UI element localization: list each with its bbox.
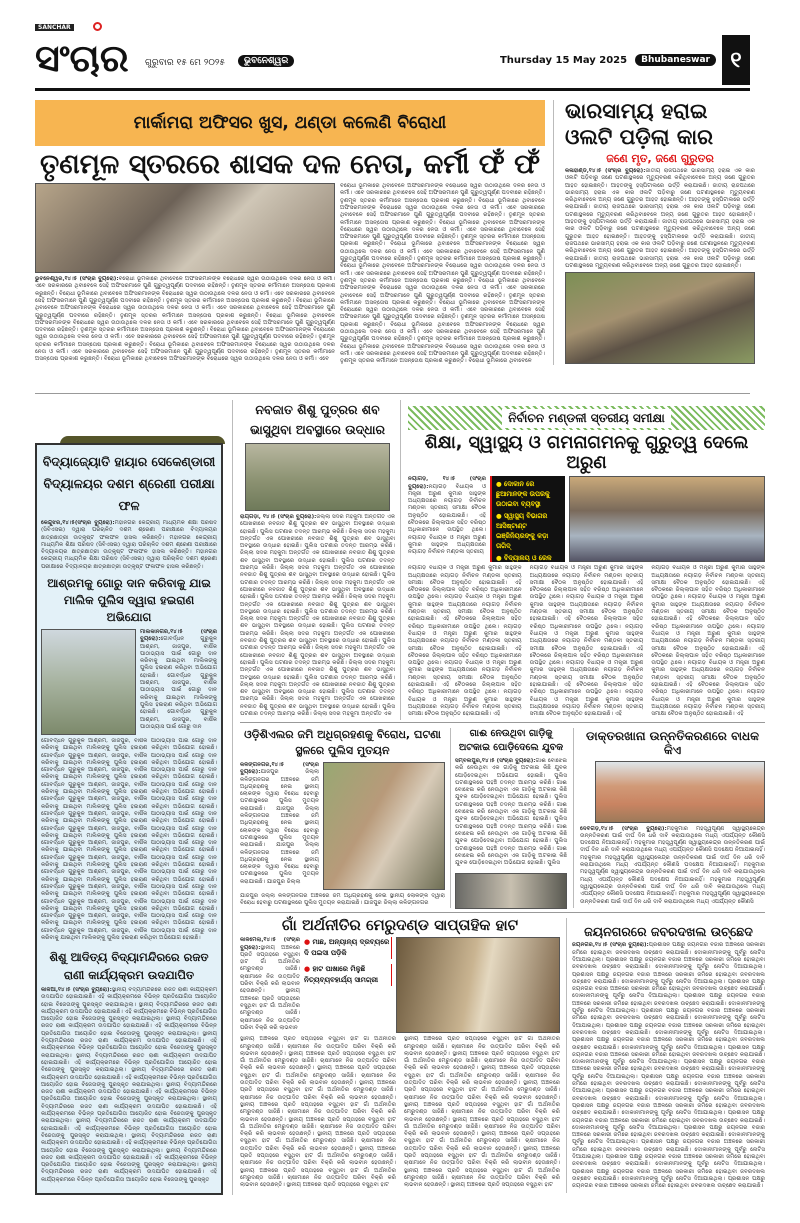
lead-photo <box>35 183 335 273</box>
land-body: ଯାଜପୁର ଜିଲ୍ଲା କଳିଙ୍ଗନଗର ଅଞ୍ଚଳରେ ଜମି ଅଧିଗ୍ରହଣକୁ ନେଇ ସ୍ଥାନୀୟ ଲୋକଙ୍କ ଦ୍ୱାରା ବିରୋଧ ହେବାରୁ ଘଟଣାସ୍ଥଳରେ ପୁଲିସ ମୁତୟନ କରାଯାଇଛି। ଯାଜପୁର ଜିଲ୍ଲା କଳିଙ୍ଗନଗର <box>240 893 445 907</box>
masthead-right <box>500 54 716 66</box>
edition-badge-english: Bhubaneswar <box>635 54 716 66</box>
review-body: ନୟାଗଡ଼ ବିଧାୟକ ଓ ମନ୍ତ୍ରୀ ଅରୁଣ କୁମାର ସାହୁଙ୍କ ଅଧ୍ୟକ୍ଷତାରେ ନୟାଗଡ଼ ନିର୍ବାଚନ ମଣ୍ଡଳୀ ସ୍ତରୀୟ ସମୀକ୍ଷା ବୈଠକ ଅନୁଷ୍ଠିତ ହୋଇଯାଇଛି। ଏହି ବୈଠକରେ ଜିଲ୍ଲାପାଳ ସହିତ ବରିଷ୍ଠ ଅଧିକାରୀମାନେ ଉପସ୍ଥିତ ଥିଲେ। ନୟାଗଡ଼ ବିଧାୟକ ଓ ମନ୍ତ୍ରୀ ଅରୁଣ କୁମାର ସାହୁଙ୍କ ଅଧ୍ୟକ୍ଷତାରେ ନୟାଗଡ଼ ନିର୍ବାଚନ ମଣ୍ଡଳୀ ସ୍ତରୀୟ ସମୀକ୍ଷା ବୈଠକ ଅନୁଷ୍ଠିତ ହୋଇଯାଇଛି। ଏହି ବୈଠକରେ ଜିଲ୍ଲାପାଳ ସହିତ ବରିଷ୍ଠ ଅଧିକାରୀମାନେ ଉପସ୍ଥିତ ଥିଲେ। ନୟାଗଡ଼ ବିଧାୟକ ଓ ମନ୍ତ୍ରୀ ଅରୁଣ କୁମାର ସାହୁଙ୍କ ଅଧ୍ୟକ୍ଷତାରେ ନୟାଗଡ଼ ନିର୍ବାଚନ ମଣ୍ଡଳୀ ସ୍ତରୀୟ ସମୀକ୍ଷା ବୈଠକ ଅନୁଷ୍ଠିତ ହୋଇଯାଇଛି। ଏହି ବୈଠକରେ ଜିଲ୍ଲାପାଳ ସହିତ ବରିଷ୍ଠ ଅଧିକାରୀମାନେ ଉପସ୍ଥିତ ଥିଲେ। ନୟାଗଡ଼ ବିଧାୟକ ଓ ମନ୍ତ୍ରୀ ଅରୁଣ କୁମାର ସାହୁଙ୍କ ଅଧ୍ୟକ୍ଷତାରେ ନୟାଗଡ଼ ନିର୍ବାଚନ ମଣ୍ଡଳୀ ସ୍ତରୀୟ ସମୀକ୍ଷା ବୈଠକ ଅନୁଷ୍ଠିତ ହୋଇଯାଇଛି। ଏହି ବୈଠକରେ ଜିଲ୍ଲାପାଳ ସହିତ ବରିଷ୍ଠ ଅଧିକାରୀମାନେ ଉପସ୍ଥିତ ଥିଲେ। ନୟାଗଡ଼ ବିଧାୟକ ଓ ମନ୍ତ୍ରୀ ଅରୁଣ କୁମାର ସାହୁଙ୍କ ଅଧ୍ୟକ୍ଷତାରେ ନୟାଗଡ଼ ନିର୍ବାଚନ ମଣ୍ଡଳୀ ସ୍ତରୀୟ ସମୀକ୍ଷା ବୈଠକ ଅନୁଷ୍ଠିତ ହୋଇଯାଇଛି। ଏହି <box>408 565 522 718</box>
haat-body: ସ୍ଥାନୀୟ ଅଞ୍ଚଳରେ ପ୍ରତି ସପ୍ତାହରେ ବସୁଥିବା ହାଟ ଗାଁ ଅର୍ଥନୀତିର ମେରୁଦଣ୍ଡ ସାଜିଛି। ଚାଷୀମାନେ ନିଜ ଉତ୍ପାଦିତ ପରିବା ବିକ୍ରି କରି ଲାଭବାନ ହେଉଛନ୍ତି। ସ୍ଥାନୀୟ ଅଞ୍ଚଳରେ ପ୍ରତି ସପ୍ତାହରେ ବସୁଥିବା ହାଟ ଗାଁ ଅର୍ଥନୀତିର ମେରୁଦଣ୍ଡ ସାଜିଛି। ଚାଷୀମାନେ ନିଜ ଉତ୍ପାଦିତ ପରିବା ବିକ୍ରି କରି ଲାଭବାନ ହେଉଛନ୍ତି। ସ୍ଥାନୀୟ ଅଞ୍ଚଳରେ ପ୍ରତି ସପ୍ତାହରେ ବସୁଥିବା ହାଟ ଗାଁ ଅର୍ଥନୀତିର ମେରୁଦଣ୍ଡ ସାଜିଛି। ଚାଷୀମାନେ ନିଜ ଉତ୍ପାଦିତ ପରିବା ବିକ୍ରି କରି ଲାଭବାନ ହେଉଛନ୍ତି। ସ୍ଥାନୀୟ ଅଞ୍ଚଳରେ ପ୍ରତି ସପ୍ତାହରେ ବସୁଥିବା ହାଟ ଗାଁ ଅର୍ଥନୀତିର ମେରୁଦଣ୍ଡ ସାଜିଛି। ଚାଷୀମାନେ ନିଜ ଉତ୍ପାଦିତ ପରିବା ବିକ୍ରି କରି ଲାଭବାନ ହେଉଛନ୍ତି। ସ୍ଥାନୀୟ ଅଞ୍ଚଳରେ ପ୍ରତି ସପ୍ତାହରେ ବସୁଥିବା ହାଟ ଗାଁ ଅର୍ଥନୀତିର ମେରୁଦଣ୍ଡ ସାଜିଛି। ଚାଷୀମାନେ ନିଜ ଉତ୍ପାଦିତ ପରିବା ବିକ୍ରି କରି ଲାଭବାନ ହେଉଛନ୍ତି। ସ୍ଥାନୀୟ ଅଞ୍ଚଳରେ ପ୍ରତି ସପ୍ତାହରେ ବସୁଥିବା ହାଟ ଗାଁ ଅର୍ଥନୀତିର ମେରୁଦଣ୍ଡ ସାଜିଛି। ଚାଷୀମାନେ ନିଜ ଉତ୍ପାଦିତ ପରିବା ବିକ୍ରି କରି ଲାଭବାନ ହେଉଛନ୍ତି। ସ୍ଥାନୀୟ ଅଞ୍ଚଳରେ ପ୍ରତି ସପ୍ତାହରେ ବସୁଥିବା ହାଟ ଗାଁ ଅର୍ଥନୀତିର ମେରୁଦଣ୍ଡ ସାଜିଛି। ଚାଷୀମାନେ ନିଜ ଉତ୍ପାଦିତ ପରିବା ବିକ୍ରି କରି ଲାଭବାନ ହେଉଛନ୍ତି। ସ୍ଥାନୀୟ ଅଞ୍ଚଳରେ ପ୍ରତି ସପ୍ତାହରେ ବସୁଥିବା ହାଟ ଗାଁ ଅର୍ଥନୀତିର ମେରୁଦଣ୍ଡ ସାଜିଛି। ଚାଷୀମାନେ ନିଜ ଉତ୍ପାଦିତ ପରିବା ବିକ୍ରି କରି ଲାଭବାନ ହେଉଛନ୍ତି। ସ୍ଥାନୀୟ ଅଞ୍ଚଳରେ ପ୍ରତି ସପ୍ତାହରେ ବସୁଥିବା ହାଟ ଗାଁ ଅର୍ଥନୀତିର ମେରୁଦଣ୍ଡ ସାଜିଛି। ଚାଷୀମାନେ ନିଜ ଉତ୍ପାଦିତ ପରିବା ବିକ୍ରି କରି ଲାଭବାନ ହେଉଛନ୍ତି। ସ୍ଥାନୀୟ ଅଞ୍ଚଳରେ ପ୍ରତି ସପ୍ତାହରେ ବସୁଥିବା ହାଟ <box>404 1036 560 1189</box>
rajat-body: କାଳିଆ,୧୪।୫ (ସଂଚାର ବ୍ୟୁରୋ):ସ୍ଥାନୀୟ ବିଦ୍ୟାମନ୍ଦିରରେ ରଜତ ରାଣୀ କାର୍ଯ୍ୟକ୍ରମ ଉଦଯାପିତ ହୋଇଯାଇଛି। ଏହି କାର୍ଯ୍ୟକ୍ରମରେ ବିଭିନ୍ନ ପ୍ରତିଯୋଗିତା ଆୟୋଜିତ ହୋଇ ବିଜେତାଙ୍କୁ ପୁରସ୍କୃତ କରାଯାଇଥିଲା। ସ୍ଥାନୀୟ ବିଦ୍ୟାମନ୍ଦିରରେ ରଜତ ରାଣୀ କାର୍ଯ୍ୟକ୍ରମ ଉଦଯାପିତ ହୋଇଯାଇଛି। ଏହି କାର୍ଯ୍ୟକ୍ରମରେ ବିଭିନ୍ନ ପ୍ରତିଯୋଗିତା ଆୟୋଜିତ ହୋଇ ବିଜେତାଙ୍କୁ ପୁରସ୍କୃତ କରାଯାଇଥିଲା। ସ୍ଥାନୀୟ ବିଦ୍ୟାମନ୍ଦିରରେ ରଜତ ରାଣୀ କାର୍ଯ୍ୟକ୍ରମ ଉଦଯାପିତ ହୋଇଯାଇଛି। ଏହି କାର୍ଯ୍ୟକ୍ରମରେ ବିଭିନ୍ନ ପ୍ରତିଯୋଗିତା ଆୟୋଜିତ ହୋଇ ବିଜେତାଙ୍କୁ ପୁରସ୍କୃତ କରାଯାଇଥିଲା। ସ୍ଥାନୀୟ ବିଦ୍ୟାମନ୍ଦିରରେ ରଜତ ରାଣୀ କାର୍ଯ୍ୟକ୍ରମ ଉଦଯାପିତ ହୋଇଯାଇଛି। ଏହି କାର୍ଯ୍ୟକ୍ରମରେ ବିଭିନ୍ନ ପ୍ରତିଯୋଗିତା ଆୟୋଜିତ ହୋଇ ବିଜେତାଙ୍କୁ ପୁରସ୍କୃତ କରାଯାଇଥିଲା। ସ୍ଥାନୀୟ ବିଦ୍ୟାମନ୍ଦିରରେ ରଜତ ରାଣୀ କାର୍ଯ୍ୟକ୍ରମ ଉଦଯାପିତ ହୋଇଯାଇଛି। ଏହି କାର୍ଯ୍ୟକ୍ରମରେ ବିଭିନ୍ନ ପ୍ରତିଯୋଗିତା ଆୟୋଜିତ ହୋଇ ବିଜେତାଙ୍କୁ ପୁରସ୍କୃତ କରାଯାଇଥିଲା। ସ୍ଥାନୀୟ ବିଦ୍ୟାମନ୍ଦିରରେ ରଜତ ରାଣୀ କାର୍ଯ୍ୟକ୍ରମ ଉଦଯାପିତ ହୋଇଯାଇଛି। ଏହି କାର୍ଯ୍ୟକ୍ରମରେ ବିଭିନ୍ନ ପ୍ରତିଯୋଗିତା ଆୟୋଜିତ ହୋଇ ବିଜେତାଙ୍କୁ ପୁରସ୍କୃତ କରାଯାଇଥିଲା। ସ୍ଥାନୀୟ ବିଦ୍ୟାମନ୍ଦିରରେ ରଜତ ରାଣୀ କାର୍ଯ୍ୟକ୍ରମ ଉଦଯାପିତ ହୋଇଯାଇଛି। ଏହି କାର୍ଯ୍ୟକ୍ରମରେ ବିଭିନ୍ନ ପ୍ରତିଯୋଗିତା ଆୟୋଜିତ ହୋଇ ବିଜେତାଙ୍କୁ ପୁରସ୍କୃତ କରାଯାଇଥିଲା। ସ୍ଥାନୀୟ ବିଦ୍ୟାମନ୍ଦିରରେ ରଜତ ରାଣୀ କାର୍ଯ୍ୟକ୍ରମ ଉଦଯାପିତ ହୋଇଯାଇଛି। ଏହି କାର୍ଯ୍ୟକ୍ରମରେ ବିଭିନ୍ନ ପ୍ରତିଯୋଗିତା ଆୟୋଜିତ ହୋଇ ବିଜେତାଙ୍କୁ ପୁରସ୍କୃତ କରାଯାଇଥିଲା। ସ୍ଥାନୀୟ ବିଦ୍ୟାମନ୍ଦିରରେ ରଜତ ରାଣୀ କାର୍ଯ୍ୟକ୍ରମ ଉଦଯାପିତ ହୋଇଯାଇଛି। ଏହି କାର୍ଯ୍ୟକ୍ରମରେ ବିଭିନ୍ନ ପ୍ରତିଯୋଗିତା ଆୟୋଜିତ ହୋଇ ବିଜେତାଙ୍କୁ ପୁରସ୍କୃତ କରାଯାଇଥିଲା। ସ୍ଥାନୀୟ ବିଦ୍ୟାମନ୍ଦିରରେ ରଜତ ରାଣୀ କାର୍ଯ୍ୟକ୍ରମ ଉଦଯାପିତ ହୋଇଯାଇଛି। ଏହି କାର୍ଯ୍ୟକ୍ରମରେ ବିଭିନ୍ନ ପ୍ରତିଯୋଗିତା ଆୟୋଜିତ ହୋଇ ବିଜେତାଙ୍କୁ ପୁରସ୍କୃତ କରାଯାଇଥିଲା। ସ୍ଥାନୀୟ ବିଦ୍ୟାମନ୍ଦିରରେ ରଜତ ରାଣୀ କାର୍ଯ୍ୟକ୍ରମ ଉଦଯାପିତ ହୋଇଯାଇଛି। ଏହି କାର୍ଯ୍ୟକ୍ରମରେ ବିଭିନ୍ନ ପ୍ରତିଯୋଗିତା ଆୟୋଜିତ ହୋଇ ବିଜେତାଙ୍କୁ ପୁରସ୍କୃତ କରାଯାଇଥିଲା। ସ୍ଥାନୀୟ ବିଦ୍ୟାମନ୍ଦିରରେ ରଜତ ରାଣୀ କାର୍ଯ୍ୟକ୍ରମ ଉଦଯାପିତ ହୋଇଯାଇଛି। ଏହି କାର୍ଯ୍ୟକ୍ରମରେ ବିଭିନ୍ନ ପ୍ରତିଯୋଗିତା ଆୟୋଜିତ ହୋଇ ବିଜେତାଙ୍କୁ ପୁରସ୍କୃତ <box>41 987 217 1183</box>
car-headline: ଭାରସାମ୍ୟ ହରାଇ ଓଲଟି ପଡ଼ିଲା କାର <box>565 99 714 149</box>
date-english: Thursday 15 May 2025 <box>499 54 628 66</box>
car-photo <box>565 272 755 364</box>
hospital-story <box>580 730 765 909</box>
car-story <box>565 98 755 364</box>
land-story <box>240 727 445 909</box>
infant-body: ରାୟଗଡ଼ା, ୧୪।୫ (ସଂଚାର ବ୍ୟୁରୋ):ଜିଲ୍ଲା ସଦର ମହକୁମା ଅନ୍ତର୍ଗତ ଏକ ପୋଖରୀରେ ନବଜାତ ଶିଶୁ ପୁତ୍ରର ଶବ ଭାସୁଥିବା ଅବସ୍ଥାରେ ଉଦ୍ଧାର ହୋଇଛି। ପୁଲିସ ଘଟଣାର ତଦନ୍ତ ଆରମ୍ଭ କରିଛି। ଜିଲ୍ଲା ସଦର ମହକୁମା ଅନ୍ତର୍ଗତ ଏକ ପୋଖରୀରେ ନବଜାତ ଶିଶୁ ପୁତ୍ରର ଶବ ଭାସୁଥିବା ଅବସ୍ଥାରେ ଉଦ୍ଧାର ହୋଇଛି। ପୁଲିସ ଘଟଣାର ତଦନ୍ତ ଆରମ୍ଭ କରିଛି। ଜିଲ୍ଲା ସଦର ମହକୁମା ଅନ୍ତର୍ଗତ ଏକ ପୋଖରୀରେ ନବଜାତ ଶିଶୁ ପୁତ୍ରର ଶବ ଭାସୁଥିବା ଅବସ୍ଥାରେ ଉଦ୍ଧାର ହୋଇଛି। ପୁଲିସ ଘଟଣାର ତଦନ୍ତ ଆରମ୍ଭ କରିଛି। ଜିଲ୍ଲା ସଦର ମହକୁମା ଅନ୍ତର୍ଗତ ଏକ ପୋଖରୀରେ ନବଜାତ ଶିଶୁ ପୁତ୍ରର ଶବ ଭାସୁଥିବା ଅବସ୍ଥାରେ ଉଦ୍ଧାର ହୋଇଛି। ପୁଲିସ ଘଟଣାର ତଦନ୍ତ ଆରମ୍ଭ କରିଛି। ଜିଲ୍ଲା ସଦର ମହକୁମା ଅନ୍ତର୍ଗତ ଏକ ପୋଖରୀରେ ନବଜାତ ଶିଶୁ ପୁତ୍ରର ଶବ ଭାସୁଥିବା ଅବସ୍ଥାରେ ଉଦ୍ଧାର ହୋଇଛି। ପୁଲିସ ଘଟଣାର ତଦନ୍ତ ଆରମ୍ଭ କରିଛି। ଜିଲ୍ଲା ସଦର ମହକୁମା ଅନ୍ତର୍ଗତ ଏକ ପୋଖରୀରେ ନବଜାତ ଶିଶୁ ପୁତ୍ରର ଶବ ଭାସୁଥିବା ଅବସ୍ଥାରେ ଉଦ୍ଧାର ହୋଇଛି। ପୁଲିସ ଘଟଣାର ତଦନ୍ତ ଆରମ୍ଭ କରିଛି। ଜିଲ୍ଲା ସଦର ମହକୁମା ଅନ୍ତର୍ଗତ ଏକ ପୋଖରୀରେ ନବଜାତ ଶିଶୁ ପୁତ୍ରର ଶବ ଭାସୁଥିବା ଅବସ୍ଥାରେ ଉଦ୍ଧାର ହୋଇଛି। ପୁଲିସ ଘଟଣାର ତଦନ୍ତ ଆରମ୍ଭ କରିଛି। ଜିଲ୍ଲା ସଦର ମହକୁମା ଅନ୍ତର୍ଗତ ଏକ ପୋଖରୀରେ ନବଜାତ ଶିଶୁ ପୁତ୍ରର ଶବ ଭାସୁଥିବା ଅବସ୍ଥାରେ ଉଦ୍ଧାର ହୋଇଛି। ପୁଲିସ ଘଟଣାର ତଦନ୍ତ ଆରମ୍ଭ କରିଛି। ଜିଲ୍ଲା ସଦର ମହକୁମା ଅନ୍ତର୍ଗତ ଏକ ପୋଖରୀରେ ନବଜାତ ଶିଶୁ ପୁତ୍ରର ଶବ ଭାସୁଥିବା ଅବସ୍ଥାରେ ଉଦ୍ଧାର ହୋଇଛି। ପୁଲିସ ଘଟଣାର ତଦନ୍ତ ଆରମ୍ଭ କରିଛି। ଜିଲ୍ଲା ସଦର ମହକୁମା ଅନ୍ତର୍ଗତ ଏକ ପୋଖରୀରେ ନବଜାତ ଶିଶୁ ପୁତ୍ରର ଶବ ଭାସୁଥିବା ଅବସ୍ଥାରେ ଉଦ୍ଧାର ହୋଇଛି। ପୁଲିସ ଘଟଣାର ତଦନ୍ତ ଆରମ୍ଭ କରିଛି। ଜିଲ୍ଲା ସଦର ମହକୁମା ଅନ୍ତର୍ଗତ ଏକ ପୋଖରୀରେ ନବଜାତ ଶିଶୁ ପୁତ୍ରର ଶବ ଭାସୁଥିବା ଅବସ୍ଥାରେ ଉଦ୍ଧାର ହୋଇଛି। ପୁଲିସ ଘଟଣାର ତଦନ୍ତ ଆରମ୍ଭ କରିଛି। ଜିଲ୍ଲା ସଦର ମହକୁମା ଅନ୍ତର୍ଗତ ଏକ ପୋଖରୀରେ ନବଜାତ ଶିଶୁ ପୁତ୍ରର ଶବ ଭାସୁଥିବା ଅବସ୍ଥାରେ ଉଦ୍ଧାର ହୋଇଛି। ପୁଲିସ ଘଟଣାର ତଦନ୍ତ ଆରମ୍ଭ କରିଛି। ଜିଲ୍ଲା ସଦର ମହକୁମା ଅନ୍ତର୍ଗତ ଏକ <box>240 514 395 718</box>
cow-story <box>455 727 567 909</box>
land-headline: ଓଡ଼ିଶିଏଲର ଜମି ଅଧିଗ୍ରହଣକୁ ବିରୋଧ, ଘଟଣା ସ୍ଥଳରେ ପୁଲିସ ମୁତୟନ <box>244 728 441 757</box>
cow-headline: ଗାଈ ନେଉଥିବା ଗାଡ଼ିକୁ ଅଟକାଇ ପୋଡ଼ିଦେଲେ ଯୁବକ <box>458 728 564 753</box>
cattle-truck-photo <box>41 629 136 735</box>
haat-market-photo <box>396 937 560 1033</box>
haat-headline: ଗାଁ ଅର୍ଥନୀତିର ମେରୁଦଣ୍ଡ ସାପ୍ତାହିକ ହାଟ <box>281 916 519 934</box>
haat-story <box>240 917 560 1193</box>
review-headline: ଶିକ୍ଷା, ସ୍ୱାସ୍ଥ୍ୟ ଓ ଗମନାଗମନକୁ ଗୁରୁତ୍ୱ ଦେଲେ ଅରୁଣ <box>424 433 749 474</box>
cow-body: ସମ୍ବଲପୁର,୧୪।୫ (ସଂଚାର ବ୍ୟୁରୋ):ଗାଈ ବୋଝେଇ କରି ନେଉଥିବା ଏକ ଗାଡ଼ିକୁ ଅଟକାଇ କିଛି ଯୁବକ ପୋଡ଼ିଦେଇଥିବା ଅଭିଯୋଗ ହୋଇଛି। ପୁଲିସ ଘଟଣାସ୍ଥଳରେ ପହଞ୍ଚି ତଦନ୍ତ ଆରମ୍ଭ କରିଛି। ଗାଈ ବୋଝେଇ କରି ନେଉଥିବା ଏକ ଗାଡ଼ିକୁ ଅଟକାଇ କିଛି ଯୁବକ ପୋଡ଼ିଦେଇଥିବା ଅଭିଯୋଗ ହୋଇଛି। ପୁଲିସ ଘଟଣାସ୍ଥଳରେ ପହଞ୍ଚି ତଦନ୍ତ ଆରମ୍ଭ କରିଛି। ଗାଈ ବୋଝେଇ କରି ନେଉଥିବା ଏକ ଗାଡ଼ିକୁ ଅଟକାଇ କିଛି ଯୁବକ ପୋଡ଼ିଦେଇଥିବା ଅଭିଯୋଗ ହୋଇଛି। ପୁଲିସ ଘଟଣାସ୍ଥଳରେ ପହଞ୍ଚି ତଦନ୍ତ ଆରମ୍ଭ କରିଛି। ଗାଈ ବୋଝେଇ କରି ନେଉଥିବା ଏକ ଗାଡ଼ିକୁ ଅଟକାଇ କିଛି ଯୁବକ ପୋଡ଼ିଦେଇଥିବା ଅଭିଯୋଗ ହୋଇଛି। ପୁଲିସ ଘଟଣାସ୍ଥଳରେ ପହଞ୍ଚି ତଦନ୍ତ ଆରମ୍ଭ କରିଛି। ଗାଈ ବୋଝେଇ କରି ନେଉଥିବା ଏକ ଗାଡ଼ିକୁ ଅଟକାଇ କିଛି ଯୁବକ ପୋଡ଼ିଦେଇଥିବା ଅଭିଯୋଗ ହୋଇଛି। ପୁଲିସ <box>455 758 567 867</box>
car-body: କଳାହାଣ୍ଡି,୧୪।୫ (ସଂଚାର ବ୍ୟୁରୋ):ଜାତୀୟ ରାଜପଥରେ ଭାରସାମ୍ୟ ହରାଇ ଏକ କାର ଓଲଟି ପଡ଼ିବାରୁ ଜଣେ ଘଟଣାସ୍ଥଳରେ ମୃତ୍ୟୁବରଣ କରିଥିବାବେଳେ ଅନ୍ୟ ଜଣେ ଗୁରୁତର ଆହତ ହୋଇଛନ୍ତି। ଆହତଙ୍କୁ ହସ୍ପିଟାଲରେ ଭର୍ତ୍ତି କରାଯାଇଛି। ଜାତୀୟ ରାଜପଥରେ ଭାରସାମ୍ୟ ହରାଇ ଏକ କାର ଓଲଟି ପଡ଼ିବାରୁ ଜଣେ ଘଟଣାସ୍ଥଳରେ ମୃତ୍ୟୁବରଣ କରିଥିବାବେଳେ ଅନ୍ୟ ଜଣେ ଗୁରୁତର ଆହତ ହୋଇଛନ୍ତି। ଆହତଙ୍କୁ ହସ୍ପିଟାଲରେ ଭର୍ତ୍ତି କରାଯାଇଛି। ଜାତୀୟ ରାଜପଥରେ ଭାରସାମ୍ୟ ହରାଇ ଏକ କାର ଓଲଟି ପଡ଼ିବାରୁ ଜଣେ ଘଟଣାସ୍ଥଳରେ ମୃତ୍ୟୁବରଣ କରିଥିବାବେଳେ ଅନ୍ୟ ଜଣେ ଗୁରୁତର ଆହତ ହୋଇଛନ୍ତି। ଆହତଙ୍କୁ ହସ୍ପିଟାଲରେ ଭର୍ତ୍ତି କରାଯାଇଛି। ଜାତୀୟ ରାଜପଥରେ ଭାରସାମ୍ୟ ହରାଇ ଏକ କାର ଓଲଟି ପଡ଼ିବାରୁ ଜଣେ ଘଟଣାସ୍ଥଳରେ ମୃତ୍ୟୁବରଣ କରିଥିବାବେଳେ ଅନ୍ୟ ଜଣେ ଗୁରୁତର ଆହତ ହୋଇଛନ୍ତି। ଆହତଙ୍କୁ ହସ୍ପିଟାଲରେ ଭର୍ତ୍ତି କରାଯାଇଛି। ଜାତୀୟ ରାଜପଥରେ ଭାରସାମ୍ୟ ହରାଇ ଏକ କାର ଓଲଟି ପଡ଼ିବାରୁ ଜଣେ ଘଟଣାସ୍ଥଳରେ ମୃତ୍ୟୁବରଣ କରିଥିବାବେଳେ ଅନ୍ୟ ଜଣେ ଗୁରୁତର ଆହତ ହୋଇଛନ୍ତି। ଆହତଙ୍କୁ ହସ୍ପିଟାଲରେ ଭର୍ତ୍ତି କରାଯାଇଛି। ଜାତୀୟ ରାଜପଥରେ ଭାରସାମ୍ୟ ହରାଇ ଏକ କାର ଓଲଟି ପଡ଼ିବାରୁ ଜଣେ ଘଟଣାସ୍ଥଳରେ ମୃତ୍ୟୁବରଣ କରିଥିବାବେଳେ ଅନ୍ୟ ଜଣେ ଗୁରୁତର ଆହତ ହୋଇଛନ୍ତି। <box>565 168 755 269</box>
cattle-headline: ଆଶ୍ରମକୁ ଗୋରୁ ଦାନ କରିବାକୁ ଯାଇ ମାଲିକ ପୁଲିସ ଦ୍ୱାରା ହଇରାଣ ଅଭିଯୋଗ <box>47 576 211 624</box>
infant-story <box>240 400 395 718</box>
review-story <box>408 406 765 718</box>
evict-story <box>572 925 765 1193</box>
review-bullet: ● ସ୍ୱାସ୍ଥ୍ୟ ବିଭାଗର ଆସିଷ୍ଟାଣ୍ଟ ଇଞ୍ଜିନିୟରଙ୍କୁ କଡ଼ା ତାଗିଦ୍ <box>496 512 549 551</box>
cattle-body-side: ମାଲକାନଗିରି,୧୪।୫ (ସଂଚାର ବ୍ୟୁରୋ):ଗୋବର୍ଦ୍ଧନ ଗୁରୁକୁଳ ଆଶ୍ରମ, ଜାଜପୁର, ବାର୍ଷିକ ପାଠାଭ୍ୟାସ ପାଇଁ ଗୋରୁ ଦାନ କରିବାକୁ ଯାଇଥିବା ମାଲିକଙ୍କୁ ପୁଲିସ ହଇରାଣ କରିଥିବା ଅଭିଯୋଗ ହୋଇଛି। ଗୋବର୍ଦ୍ଧନ ଗୁରୁକୁଳ ଆଶ୍ରମ, ଜାଜପୁର, ବାର୍ଷିକ ପାଠାଭ୍ୟାସ ପାଇଁ ଗୋରୁ ଦାନ କରିବାକୁ ଯାଇଥିବା ମାଲିକଙ୍କୁ ପୁଲିସ ହଇରାଣ କରିଥିବା ଅଭିଯୋଗ ହୋଇଛି। ଗୋବର୍ଦ୍ଧନ ଗୁରୁକୁଳ ଆଶ୍ରମ, ଜାଜପୁର, ବାର୍ଷିକ ପାଠାଭ୍ୟାସ ପାଇଁ ଗୋରୁ ଦାନ <box>140 629 217 730</box>
lead-story <box>35 100 545 368</box>
school-body: କେନ୍ଦୁଝର,୧୪।୫(ସଂଚାର ବ୍ୟୁରୋ):ମହାନଗର କେନ୍ଦ୍ରୀୟ ମାଧ୍ୟମିକ ଶିକ୍ଷା ପରିଷଦ (ସିବିଏସଇ) ଦ୍ୱାରା ପରିଚାଳିତ ଦଶମ ଶ୍ରେଣୀ ପରୀକ୍ଷାରେ ବିଦ୍ୟାଳୟର ଛାତ୍ରଛାତ୍ରୀ ଉତ୍କୃଷ୍ଟ ଫଳାଫଳ ହାସଲ କରିଛନ୍ତି। ମହାନଗର କେନ୍ଦ୍ରୀୟ ମାଧ୍ୟମିକ ଶିକ୍ଷା ପରିଷଦ (ସିବିଏସଇ) ଦ୍ୱାରା ପରିଚାଳିତ ଦଶମ ଶ୍ରେଣୀ ପରୀକ୍ଷାରେ ବିଦ୍ୟାଳୟର ଛାତ୍ରଛାତ୍ରୀ ଉତ୍କୃଷ୍ଟ ଫଳାଫଳ ହାସଲ କରିଛନ୍ତି। ମହାନଗର କେନ୍ଦ୍ରୀୟ ମାଧ୍ୟମିକ ଶିକ୍ଷା ପରିଷଦ (ସିବିଏସଇ) ଦ୍ୱାରା ପରିଚାଳିତ ଦଶମ ଶ୍ରେଣୀ ପରୀକ୍ଷାରେ ବିଦ୍ୟାଳୟର ଛାତ୍ରଛାତ୍ରୀ ଉତ୍କୃଷ୍ଟ ଫଳାଫଳ ହାସଲ କରିଛନ୍ତି। <box>41 520 217 570</box>
land-body-side: କଳିଙ୍ଗନଗର,୧୪।୫ (ସଂଚାର ବ୍ୟୁରୋ):ଯାଜପୁର ଜିଲ୍ଲା କଳିଙ୍ଗନଗର ଅଞ୍ଚଳରେ ଜମି ଅଧିଗ୍ରହଣକୁ ନେଇ ସ୍ଥାନୀୟ ଲୋକଙ୍କ ଦ୍ୱାରା ବିରୋଧ ହେବାରୁ ଘଟଣାସ୍ଥଳରେ ପୁଲିସ ମୁତୟନ କରାଯାଇଛି। ଯାଜପୁର ଜିଲ୍ଲା କଳିଙ୍ଗନଗର ଅଞ୍ଚଳରେ ଜମି ଅଧିଗ୍ରହଣକୁ ନେଇ ସ୍ଥାନୀୟ ଲୋକଙ୍କ ଦ୍ୱାରା ବିରୋଧ ହେବାରୁ ଘଟଣାସ୍ଥଳରେ ପୁଲିସ ମୁତୟନ କରାଯାଇଛି। ଯାଜପୁର ଜିଲ୍ଲା କଳିଙ୍ଗନଗର ଅଞ୍ଚଳରେ ଜମି ଅଧିଗ୍ରହଣକୁ ନେଇ ସ୍ଥାନୀୟ ଲୋକଙ୍କ ଦ୍ୱାରା ବିରୋଧ ହେବାରୁ ଘଟଣାସ୍ଥଳରେ ପୁଲିସ ମୁତୟନ କରାଯାଇଛି। ଯାଜପୁର ଜିଲ୍ଲା <box>240 762 319 885</box>
hospital-headline: ଡାକ୍ତରଖାନା ଉନ୍ନତିକରଣରେ ବାଧକ କିଏ <box>585 729 759 757</box>
infant-headline: ନବଜାତ ଶିଶୁ ପୁତ୍ରର ଶବ ଭାସୁଥିବା ଅବସ୍ଥାରେ ଉଦ୍ଧାର <box>249 402 385 437</box>
logo-text: ସଂଚାର <box>35 36 129 80</box>
infant-photo <box>245 443 390 511</box>
review-banner: ନିର୍ବାଚନ ମଣ୍ଡଳୀ ସ୍ତରୀୟ ସମୀକ୍ଷା <box>502 409 671 428</box>
masthead-rule <box>35 88 750 91</box>
lead-kicker: ମାର୍କାମରା ଅଫିସର ଖୁସ, ଥଣ୍ଡା କଲେଣି ବିରୋଧୀ <box>35 100 545 146</box>
review-meeting-photo <box>569 476 765 562</box>
land-protest-photo <box>323 762 445 890</box>
evict-body: ଜୟନଗର,୧୪।୫ (ସଂଚାର ବ୍ୟୁରୋ):ପ୍ରଶାସନ ପକ୍ଷରୁ ଜୟନଗର ବଜାର ଅଞ୍ଚଳରେ ସରକାରୀ ଜମିରେ ହୋଇଥିବା ଜବରଦଖଲ ଉଚ୍ଛେଦ କରାଯାଇଛି। ଦୋକାନୀମାନଙ୍କୁ ପୂର୍ବରୁ ନୋଟିସ ଦିଆଯାଇଥିଲା। ପ୍ରଶାସନ ପକ୍ଷରୁ ଜୟନଗର ବଜାର ଅଞ୍ଚଳରେ ସରକାରୀ ଜମିରେ ହୋଇଥିବା ଜବରଦଖଲ ଉଚ୍ଛେଦ କରାଯାଇଛି। ଦୋକାନୀମାନଙ୍କୁ ପୂର୍ବରୁ ନୋଟିସ ଦିଆଯାଇଥିଲା। ପ୍ରଶାସନ ପକ୍ଷରୁ ଜୟନଗର ବଜାର ଅଞ୍ଚଳରେ ସରକାରୀ ଜମିରେ ହୋଇଥିବା ଜବରଦଖଲ ଉଚ୍ଛେଦ କରାଯାଇଛି। ଦୋକାନୀମାନଙ୍କୁ ପୂର୍ବରୁ ନୋଟିସ ଦିଆଯାଇଥିଲା। ପ୍ରଶାସନ ପକ୍ଷରୁ ଜୟନଗର ବଜାର ଅଞ୍ଚଳରେ ସରକାରୀ ଜମିରେ ହୋଇଥିବା ଜବରଦଖଲ ଉଚ୍ଛେଦ କରାଯାଇଛି। ଦୋକାନୀମାନଙ୍କୁ ପୂର୍ବରୁ ନୋଟିସ ଦିଆଯାଇଥିଲା। ପ୍ରଶାସନ ପକ୍ଷରୁ ଜୟନଗର ବଜାର ଅଞ୍ଚଳରେ ସରକାରୀ ଜମିରେ ହୋଇଥିବା ଜବରଦଖଲ ଉଚ୍ଛେଦ କରାଯାଇଛି। ଦୋକାନୀମାନଙ୍କୁ ପୂର୍ବରୁ ନୋଟିସ ଦିଆଯାଇଥିଲା। ପ୍ରଶାସନ ପକ୍ଷରୁ ଜୟନଗର ବଜାର ଅଞ୍ଚଳରେ ସରକାରୀ ଜମିରେ ହୋଇଥିବା ଜବରଦଖଲ ଉଚ୍ଛେଦ କରାଯାଇଛି। ଦୋକାନୀମାନଙ୍କୁ ପୂର୍ବରୁ ନୋଟିସ ଦିଆଯାଇଥିଲା। ପ୍ରଶାସନ ପକ୍ଷରୁ ଜୟନଗର ବଜାର ଅଞ୍ଚଳରେ ସରକାରୀ ଜମିରେ ହୋଇଥିବା ଜବରଦଖଲ ଉଚ୍ଛେଦ କରାଯାଇଛି। ଦୋକାନୀମାନଙ୍କୁ ପୂର୍ବରୁ ନୋଟିସ ଦିଆଯାଇଥିଲା। ପ୍ରଶାସନ ପକ୍ଷରୁ ଜୟନଗର ବଜାର ଅଞ୍ଚଳରେ ସରକାରୀ ଜମିରେ ହୋଇଥିବା ଜବରଦଖଲ ଉଚ୍ଛେଦ କରାଯାଇଛି। ଦୋକାନୀମାନଙ୍କୁ ପୂର୍ବରୁ ନୋଟିସ ଦିଆଯାଇଥିଲା। ପ୍ରଶାସନ ପକ୍ଷରୁ ଜୟନଗର ବଜାର ଅଞ୍ଚଳରେ ସରକାରୀ ଜମିରେ ହୋଇଥିବା ଜବରଦଖଲ ଉଚ୍ଛେଦ କରାଯାଇଛି। ଦୋକାନୀମାନଙ୍କୁ ପୂର୍ବରୁ ନୋଟିସ ଦିଆଯାଇଥିଲା। ପ୍ରଶାସନ ପକ୍ଷରୁ ଜୟନଗର ବଜାର ଅଞ୍ଚଳରେ ସରକାରୀ ଜମିରେ ହୋଇଥିବା ଜବରଦଖଲ ଉଚ୍ଛେଦ କରାଯାଇଛି। ଦୋକାନୀମାନଙ୍କୁ ପୂର୍ବରୁ ନୋଟିସ ଦିଆଯାଇଥିଲା। ପ୍ରଶାସନ ପକ୍ଷରୁ ଜୟନଗର ବଜାର ଅଞ୍ଚଳରେ ସରକାରୀ ଜମିରେ ହୋଇଥିବା ଜବରଦଖଲ ଉଚ୍ଛେଦ କରାଯାଇଛି। ଦୋକାନୀମାନଙ୍କୁ ପୂର୍ବରୁ ନୋଟିସ ଦିଆଯାଇଥିଲା। ପ୍ରଶାସନ ପକ୍ଷରୁ ଜୟନଗର ବଜାର ଅଞ୍ଚଳରେ ସରକାରୀ ଜମିରେ ହୋଇଥିବା ଜବରଦଖଲ ଉଚ୍ଛେଦ କରାଯାଇଛି। ଦୋକାନୀମାନଙ୍କୁ ପୂର୍ବରୁ ନୋଟିସ ଦିଆଯାଇଥିଲା। ପ୍ରଶାସନ ପକ୍ଷରୁ ଜୟନଗର ବଜାର ଅଞ୍ଚଳରେ ସରକାରୀ ଜମିରେ ହୋଇଥିବା ଜବରଦଖଲ ଉଚ୍ଛେଦ କରାଯାଇଛି। ଦୋକାନୀମାନଙ୍କୁ ପୂର୍ବରୁ ନୋଟିସ ଦିଆଯାଇଥିଲା। ପ୍ରଶାସନ ପକ୍ଷରୁ ଜୟନଗର ବଜାର ଅଞ୍ଚଳରେ ସରକାରୀ ଜମିରେ ହୋଇଥିବା ଜବରଦଖଲ ଉଚ୍ଛେଦ କରାଯାଇଛି। ଦୋକାନୀମାନଙ୍କୁ ପୂର୍ବରୁ ନୋଟିସ ଦିଆଯାଇଥିଲା। ପ୍ରଶାସନ ପକ୍ଷରୁ ଜୟନଗର ବଜାର ଅଞ୍ଚଳରେ ସରକାରୀ ଜମିରେ ହୋଇଥିବା ଜବରଦଖଲ ଉଚ୍ଛେଦ କରାଯାଇଛି। ଦୋକାନୀମାନଙ୍କୁ ପୂର୍ବରୁ ନୋଟିସ ଦିଆଯାଇଥିଲା। ପ୍ରଶାସନ ପକ୍ଷରୁ ଜୟନଗର ବଜାର ଅଞ୍ଚଳରେ ସରକାରୀ ଜମିରେ ହୋଇଥିବା ଜବରଦଖଲ ଉଚ୍ଛେଦ କରାଯାଇଛି। ଦୋକାନୀମାନଙ୍କୁ ପୂର୍ବରୁ ନୋଟିସ ଦିଆଯାଇଥିଲା। ପ୍ରଶାସନ ପକ୍ଷରୁ ଜୟନଗର ବଜାର ଅଞ୍ଚଳରେ ସରକାରୀ ଜମିରେ ହୋଇଥିବା ଜବରଦଖଲ ଉଚ୍ଛେଦ କରାଯାଇଛି। ଦୋକାନୀମାନଙ୍କୁ ପୂର୍ବରୁ ନୋଟିସ ଦିଆଯାଇଥିଲା। ପ୍ରଶାସନ ପକ୍ଷରୁ ଜୟନଗର ବଜାର ଅଞ୍ଚଳରେ ସରକାରୀ ଜମିରେ ହୋଇଥିବା ଜବରଦଖଲ ଉଚ୍ଛେଦ କରାଯାଇଛି। ଦୋକାନୀମାନଙ୍କୁ ପୂର୍ବରୁ ନୋଟିସ ଦିଆଯାଇଥିଲା। ପ୍ରଶାସନ ପକ୍ଷରୁ ଜୟନଗର ବଜାର ଅଞ୍ଚଳରେ ସରକାରୀ ଜମିରେ ହୋଇଥିବା ଜବରଦଖଲ ଉଚ୍ଛେଦ କରାଯାଇଛି। <box>572 942 765 1190</box>
review-body-top: ନୟାଗଡ଼, ୧୪।୫ (ସଂଚାର ବ୍ୟୁରୋ):ନୟାଗଡ଼ ବିଧାୟକ ଓ ମନ୍ତ୍ରୀ ଅରୁଣ କୁମାର ସାହୁଙ୍କ ଅଧ୍ୟକ୍ଷତାରେ ନୟାଗଡ଼ ନିର୍ବାଚନ ମଣ୍ଡଳୀ ସ୍ତରୀୟ ସମୀକ୍ଷା ବୈଠକ ଅନୁଷ୍ଠିତ ହୋଇଯାଇଛି। ଏହି ବୈଠକରେ ଜିଲ୍ଲାପାଳ ସହିତ ବରିଷ୍ଠ ଅଧିକାରୀମାନେ ଉପସ୍ଥିତ ଥିଲେ। ନୟାଗଡ଼ ବିଧାୟକ ଓ ମନ୍ତ୍ରୀ ଅରୁଣ କୁମାର ସାହୁଙ୍କ ଅଧ୍ୟକ୍ଷତାରେ ନୟାଗଡ଼ ନିର୍ବାଚନ ମଣ୍ଡଳୀ ସ୍ତରୀୟ <box>408 476 486 556</box>
rajat-headline: ଶିଶୁ ଆଦିତ୍ୟ ବିଦ୍ୟାମନ୍ଦିରରେ ରଜତ ରାଣୀ କାର୍ଯ୍ୟକ୍ରମ ଉଦଯାପିତ <box>49 950 209 982</box>
lead-body-left: ଭୁବନେଶ୍ୱର,୧୪।୫ (ସଂଚାର ବ୍ୟୁରୋ):ବିରୋଧୀ ଭୂମିକାରେ ଥିବାବେଳେ ଅଫିସରମାନଙ୍କ ବିରୋଧରେ ସ୍ୱର ଉଠାଉଥିଲେ ଦଳର ନେତା ଓ କର୍ମୀ। ଏବେ ସରକାରରେ ଥିବାବେଳେ ସେହି ଅଫିସରମାନେ ପୁଣି ଗୁରୁତ୍ୱପୂର୍ଣ୍ଣ ପଦବୀରେ ରହିଛନ୍ତି। ତୃଣମୂଳ ସ୍ତରର କର୍ମୀମାନେ ଅସନ୍ତୋଷ ପ୍ରକାଶ କରୁଛନ୍ତି। ବିରୋଧୀ ଭୂମିକାରେ ଥିବାବେଳେ ଅଫିସରମାନଙ୍କ ବିରୋଧରେ ସ୍ୱର ଉଠାଉଥିଲେ ଦଳର ନେତା ଓ କର୍ମୀ। ଏବେ ସରକାରରେ ଥିବାବେଳେ ସେହି ଅଫିସରମାନେ ପୁଣି ଗୁରୁତ୍ୱପୂର୍ଣ୍ଣ ପଦବୀରେ ରହିଛନ୍ତି। ତୃଣମୂଳ ସ୍ତରର କର୍ମୀମାନେ ଅସନ୍ତୋଷ ପ୍ରକାଶ କରୁଛନ୍ତି। ବିରୋଧୀ ଭୂମିକାରେ ଥିବାବେଳେ ଅଫିସରମାନଙ୍କ ବିରୋଧରେ ସ୍ୱର ଉଠାଉଥିଲେ ଦଳର ନେତା ଓ କର୍ମୀ। ଏବେ ସରକାରରେ ଥିବାବେଳେ ସେହି ଅଫିସରମାନେ ପୁଣି ଗୁରୁତ୍ୱପୂର୍ଣ୍ଣ ପଦବୀରେ ରହିଛନ୍ତି। ତୃଣମୂଳ ସ୍ତରର କର୍ମୀମାନେ ଅସନ୍ତୋଷ ପ୍ରକାଶ କରୁଛନ୍ତି। ବିରୋଧୀ ଭୂମିକାରେ ଥିବାବେଳେ ଅଫିସରମାନଙ୍କ ବିରୋଧରେ ସ୍ୱର ଉଠାଉଥିଲେ ଦଳର ନେତା ଓ କର୍ମୀ। ଏବେ ସରକାରରେ ଥିବାବେଳେ ସେହି ଅଫିସରମାନେ ପୁଣି ଗୁରୁତ୍ୱପୂର୍ଣ୍ଣ ପଦବୀରେ ରହିଛନ୍ତି। ତୃଣମୂଳ ସ୍ତରର କର୍ମୀମାନେ ଅସନ୍ତୋଷ ପ୍ରକାଶ କରୁଛନ୍ତି। ବିରୋଧୀ ଭୂମିକାରେ ଥିବାବେଳେ ଅଫିସରମାନଙ୍କ ବିରୋଧରେ ସ୍ୱର ଉଠାଉଥିଲେ ଦଳର ନେତା ଓ କର୍ମୀ। ଏବେ ସରକାରରେ ଥିବାବେଳେ ସେହି ଅଫିସରମାନେ ପୁଣି ଗୁରୁତ୍ୱପୂର୍ଣ୍ଣ ପଦବୀରେ ରହିଛନ୍ତି। ତୃଣମୂଳ ସ୍ତରର କର୍ମୀମାନେ ଅସନ୍ତୋଷ ପ୍ରକାଶ କରୁଛନ୍ତି। ବିରୋଧୀ ଭୂମିକାରେ ଥିବାବେଳେ ଅଫିସରମାନଙ୍କ ବିରୋଧରେ ସ୍ୱର ଉଠାଉଥିଲେ ଦଳର ନେତା ଓ କର୍ମୀ। ଏବେ ସରକାରରେ ଥିବାବେଳେ ସେହି ଅଫିସରମାନେ ପୁଣି ଗୁରୁତ୍ୱପୂର୍ଣ୍ଣ ପଦବୀରେ ରହିଛନ୍ତି। ତୃଣମୂଳ ସ୍ତରର କର୍ମୀମାନେ ଅସନ୍ତୋଷ ପ୍ରକାଶ କରୁଛନ୍ତି। ବିରୋଧୀ ଭୂମିକାରେ ଥିବାବେଳେ ଅଫିସରମାନଙ୍କ ବିରୋଧରେ ସ୍ୱର ଉଠାଉଥିଲେ ଦଳର ନେତା ଓ କର୍ମୀ। ଏବେ <box>35 276 335 363</box>
review-banner-hatch <box>408 406 765 430</box>
logo-dot-icon <box>93 22 102 31</box>
cattle-body: ଗୋବର୍ଦ୍ଧନ ଗୁରୁକୁଳ ଆଶ୍ରମ, ଜାଜପୁର, ବାର୍ଷିକ ପାଠାଭ୍ୟାସ ପାଇଁ ଗୋରୁ ଦାନ କରିବାକୁ ଯାଇଥିବା ମାଲିକଙ୍କୁ ପୁଲିସ ହଇରାଣ କରିଥିବା ଅଭିଯୋଗ ହୋଇଛି। ଗୋବର୍ଦ୍ଧନ ଗୁରୁକୁଳ ଆଶ୍ରମ, ଜାଜପୁର, ବାର୍ଷିକ ପାଠାଭ୍ୟାସ ପାଇଁ ଗୋରୁ ଦାନ କରିବାକୁ ଯାଇଥିବା ମାଲିକଙ୍କୁ ପୁଲିସ ହଇରାଣ କରିଥିବା ଅଭିଯୋଗ ହୋଇଛି। ଗୋବର୍ଦ୍ଧନ ଗୁରୁକୁଳ ଆଶ୍ରମ, ଜାଜପୁର, ବାର୍ଷିକ ପାଠାଭ୍ୟାସ ପାଇଁ ଗୋରୁ ଦାନ କରିବାକୁ ଯାଇଥିବା ମାଲିକଙ୍କୁ ପୁଲିସ ହଇରାଣ କରିଥିବା ଅଭିଯୋଗ ହୋଇଛି। ଗୋବର୍ଦ୍ଧନ ଗୁରୁକୁଳ ଆଶ୍ରମ, ଜାଜପୁର, ବାର୍ଷିକ ପାଠାଭ୍ୟାସ ପାଇଁ ଗୋରୁ ଦାନ କରିବାକୁ ଯାଇଥିବା ମାଲିକଙ୍କୁ ପୁଲିସ ହଇରାଣ କରିଥିବା ଅଭିଯୋଗ ହୋଇଛି। ଗୋବର୍ଦ୍ଧନ ଗୁରୁକୁଳ ଆଶ୍ରମ, ଜାଜପୁର, ବାର୍ଷିକ ପାଠାଭ୍ୟାସ ପାଇଁ ଗୋରୁ ଦାନ କରିବାକୁ ଯାଇଥିବା ମାଲିକଙ୍କୁ ପୁଲିସ ହଇରାଣ କରିଥିବା ଅଭିଯୋଗ ହୋଇଛି। ଗୋବର୍ଦ୍ଧନ ଗୁରୁକୁଳ ଆଶ୍ରମ, ଜାଜପୁର, ବାର୍ଷିକ ପାଠାଭ୍ୟାସ ପାଇଁ ଗୋରୁ ଦାନ କରିବାକୁ ଯାଇଥିବା ମାଲିକଙ୍କୁ ପୁଲିସ ହଇରାଣ କରିଥିବା ଅଭିଯୋଗ ହୋଇଛି। ଗୋବର୍ଦ୍ଧନ ଗୁରୁକୁଳ ଆଶ୍ରମ, ଜାଜପୁର, ବାର୍ଷିକ ପାଠାଭ୍ୟାସ ପାଇଁ ଗୋରୁ ଦାନ କରିବାକୁ ଯାଇଥିବା ମାଲିକଙ୍କୁ ପୁଲିସ ହଇରାଣ କରିଥିବା ଅଭିଯୋଗ ହୋଇଛି। ଗୋବର୍ଦ୍ଧନ ଗୁରୁକୁଳ ଆଶ୍ରମ, ଜାଜପୁର, ବାର୍ଷିକ ପାଠାଭ୍ୟାସ ପାଇଁ ଗୋରୁ ଦାନ କରିବାକୁ ଯାଇଥିବା ମାଲିକଙ୍କୁ ପୁଲିସ ହଇରାଣ କରିଥିବା ଅଭିଯୋଗ ହୋଇଛି। ଗୋବର୍ଦ୍ଧନ ଗୁରୁକୁଳ ଆଶ୍ରମ, ଜାଜପୁର, ବାର୍ଷିକ ପାଠାଭ୍ୟାସ ପାଇଁ ଗୋରୁ ଦାନ କରିବାକୁ ଯାଇଥିବା ମାଲିକଙ୍କୁ ପୁଲିସ ହଇରାଣ କରିଥିବା ଅଭିଯୋଗ ହୋଇଛି। ଗୋବର୍ଦ୍ଧନ ଗୁରୁକୁଳ ଆଶ୍ରମ, ଜାଜପୁର, ବାର୍ଷିକ ପାଠାଭ୍ୟାସ ପାଇଁ ଗୋରୁ ଦାନ କରିବାକୁ ଯାଇଥିବା ମାଲିକଙ୍କୁ ପୁଲିସ ହଇରାଣ କରିଥିବା ଅଭିଯୋଗ ହୋଇଛି। ଗୋବର୍ଦ୍ଧନ ଗୁରୁକୁଳ ଆଶ୍ରମ, ଜାଜପୁର, ବାର୍ଷିକ ପାଠାଭ୍ୟାସ ପାଇଁ ଗୋରୁ ଦାନ କରିବାକୁ ଯାଇଥିବା ମାଲିକଙ୍କୁ ପୁଲିସ ହଇରାଣ କରିଥିବା ଅଭିଯୋଗ ହୋଇଛି। ଗୋବର୍ଦ୍ଧନ ଗୁରୁକୁଳ ଆଶ୍ରମ, ଜାଜପୁର, ବାର୍ଷିକ ପାଠାଭ୍ୟାସ ପାଇଁ ଗୋରୁ ଦାନ କରିବାକୁ ଯାଇଥିବା ମାଲିକଙ୍କୁ ପୁଲିସ ହଇରାଣ କରିଥିବା ଅଭିଯୋଗ ହୋଇଛି। ଗୋବର୍ଦ୍ଧନ ଗୁରୁକୁଳ ଆଶ୍ରମ, ଜାଜପୁର, ବାର୍ଷିକ ପାଠାଭ୍ୟାସ ପାଇଁ ଗୋରୁ ଦାନ କରିବାକୁ ଯାଇଥିବା ମାଲିକଙ୍କୁ ପୁଲିସ ହଇରାଣ କରିଥିବା ଅଭିଯୋଗ ହୋଇଛି। ଗୋବର୍ଦ୍ଧନ ଗୁରୁକୁଳ ଆଶ୍ରମ, ଜାଜପୁର, ବାର୍ଷିକ ପାଠାଭ୍ୟାସ ପାଇଁ ଗୋରୁ ଦାନ କରିବାକୁ ଯାଇଥିବା ମାଲିକଙ୍କୁ ପୁଲିସ ହଇରାଣ କରିଥିବା ଅଭିଯୋଗ ହୋଇଛି। <box>41 738 217 942</box>
review-body: ନୟାଗଡ଼ ବିଧାୟକ ଓ ମନ୍ତ୍ରୀ ଅରୁଣ କୁମାର ସାହୁଙ୍କ ଅଧ୍ୟକ୍ଷତାରେ ନୟାଗଡ଼ ନିର୍ବାଚନ ମଣ୍ଡଳୀ ସ୍ତରୀୟ ସମୀକ୍ଷା ବୈଠକ ଅନୁଷ୍ଠିତ ହୋଇଯାଇଛି। ଏହି ବୈଠକରେ ଜିଲ୍ଲାପାଳ ସହିତ ବରିଷ୍ଠ ଅଧିକାରୀମାନେ ଉପସ୍ଥିତ ଥିଲେ। ନୟାଗଡ଼ ବିଧାୟକ ଓ ମନ୍ତ୍ରୀ ଅରୁଣ କୁମାର ସାହୁଙ୍କ ଅଧ୍ୟକ୍ଷତାରେ ନୟାଗଡ଼ ନିର୍ବାଚନ ମଣ୍ଡଳୀ ସ୍ତରୀୟ ସମୀକ୍ଷା ବୈଠକ ଅନୁଷ୍ଠିତ ହୋଇଯାଇଛି। ଏହି ବୈଠକରେ ଜିଲ୍ଲାପାଳ ସହିତ ବରିଷ୍ଠ ଅଧିକାରୀମାନେ ଉପସ୍ଥିତ ଥିଲେ। ନୟାଗଡ଼ ବିଧାୟକ ଓ ମନ୍ତ୍ରୀ ଅରୁଣ କୁମାର ସାହୁଙ୍କ ଅଧ୍ୟକ୍ଷତାରେ ନୟାଗଡ଼ ନିର୍ବାଚନ ମଣ୍ଡଳୀ ସ୍ତରୀୟ ସମୀକ୍ଷା ବୈଠକ ଅନୁଷ୍ଠିତ ହୋଇଯାଇଛି। ଏହି ବୈଠକରେ ଜିଲ୍ଲାପାଳ ସହିତ ବରିଷ୍ଠ ଅଧିକାରୀମାନେ ଉପସ୍ଥିତ ଥିଲେ। ନୟାଗଡ଼ ବିଧାୟକ ଓ ମନ୍ତ୍ରୀ ଅରୁଣ କୁମାର ସାହୁଙ୍କ ଅଧ୍ୟକ୍ଷତାରେ ନୟାଗଡ଼ ନିର୍ବାଚନ ମଣ୍ଡଳୀ ସ୍ତରୀୟ ସମୀକ୍ଷା ବୈଠକ ଅନୁଷ୍ଠିତ ହୋଇଯାଇଛି। ଏହି ବୈଠକରେ ଜିଲ୍ଲାପାଳ ସହିତ ବରିଷ୍ଠ ଅଧିକାରୀମାନେ ଉପସ୍ଥିତ ଥିଲେ। ନୟାଗଡ଼ ବିଧାୟକ ଓ ମନ୍ତ୍ରୀ ଅରୁଣ କୁମାର ସାହୁଙ୍କ ଅଧ୍ୟକ୍ଷତାରେ ନୟାଗଡ଼ ନିର୍ବାଚନ ମଣ୍ଡଳୀ ସ୍ତରୀୟ ସମୀକ୍ଷା ବୈଠକ ଅନୁଷ୍ଠିତ ହୋଇଯାଇଛି। ଏହି <box>651 565 766 718</box>
masthead-logo <box>35 24 129 82</box>
haat-body: ସ୍ଥାନୀୟ ଅଞ୍ଚଳରେ ପ୍ରତି ସପ୍ତାହରେ ବସୁଥିବା ହାଟ ଗାଁ ଅର୍ଥନୀତିର ମେରୁଦଣ୍ଡ ସାଜିଛି। ଚାଷୀମାନେ ନିଜ ଉତ୍ପାଦିତ ପରିବା ବିକ୍ରି କରି ଲାଭବାନ ହେଉଛନ୍ତି। ସ୍ଥାନୀୟ ଅଞ୍ଚଳରେ ପ୍ରତି ସପ୍ତାହରେ ବସୁଥିବା ହାଟ ଗାଁ ଅର୍ଥନୀତିର ମେରୁଦଣ୍ଡ ସାଜିଛି। ଚାଷୀମାନେ ନିଜ ଉତ୍ପାଦିତ ପରିବା ବିକ୍ରି କରି ଲାଭବାନ ହେଉଛନ୍ତି। ସ୍ଥାନୀୟ ଅଞ୍ଚଳରେ ପ୍ରତି ସପ୍ତାହରେ ବସୁଥିବା ହାଟ ଗାଁ ଅର୍ଥନୀତିର ମେରୁଦଣ୍ଡ ସାଜିଛି। ଚାଷୀମାନେ ନିଜ ଉତ୍ପାଦିତ ପରିବା ବିକ୍ରି କରି ଲାଭବାନ ହେଉଛନ୍ତି। ସ୍ଥାନୀୟ ଅଞ୍ଚଳରେ ପ୍ରତି ସପ୍ତାହରେ ବସୁଥିବା ହାଟ ଗାଁ ଅର୍ଥନୀତିର ମେରୁଦଣ୍ଡ ସାଜିଛି। ଚାଷୀମାନେ ନିଜ ଉତ୍ପାଦିତ ପରିବା ବିକ୍ରି କରି ଲାଭବାନ ହେଉଛନ୍ତି। ସ୍ଥାନୀୟ ଅଞ୍ଚଳରେ ପ୍ରତି ସପ୍ତାହରେ ବସୁଥିବା ହାଟ ଗାଁ ଅର୍ଥନୀତିର ମେରୁଦଣ୍ଡ ସାଜିଛି। ଚାଷୀମାନେ ନିଜ ଉତ୍ପାଦିତ ପରିବା ବିକ୍ରି କରି ଲାଭବାନ ହେଉଛନ୍ତି। ସ୍ଥାନୀୟ ଅଞ୍ଚଳରେ ପ୍ରତି ସପ୍ତାହରେ ବସୁଥିବା ହାଟ ଗାଁ ଅର୍ଥନୀତିର ମେରୁଦଣ୍ଡ ସାଜିଛି। ଚାଷୀମାନେ ନିଜ ଉତ୍ପାଦିତ ପରିବା ବିକ୍ରି କରି ଲାଭବାନ ହେଉଛନ୍ତି। ସ୍ଥାନୀୟ ଅଞ୍ଚଳରେ ପ୍ରତି ସପ୍ତାହରେ ବସୁଥିବା ହାଟ ଗାଁ ଅର୍ଥନୀତିର ମେରୁଦଣ୍ଡ ସାଜିଛି। ଚାଷୀମାନେ ନିଜ ଉତ୍ପାଦିତ ପରିବା ବିକ୍ରି କରି ଲାଭବାନ ହେଉଛନ୍ତି। ସ୍ଥାନୀୟ ଅଞ୍ଚଳରେ ପ୍ରତି ସପ୍ତାହରେ ବସୁଥିବା ହାଟ ଗାଁ ଅର୍ଥନୀତିର ମେରୁଦଣ୍ଡ ସାଜିଛି। ଚାଷୀମାନେ ନିଜ ଉତ୍ପାଦିତ ପରିବା ବିକ୍ରି କରି ଲାଭବାନ ହେଉଛନ୍ତି। ସ୍ଥାନୀୟ ଅଞ୍ଚଳରେ ପ୍ରତି ସପ୍ତାହରେ ବସୁଥିବା ହାଟ ଗାଁ ଅର୍ଥନୀତିର ମେରୁଦଣ୍ଡ ସାଜିଛି। ଚାଷୀମାନେ ନିଜ ଉତ୍ପାଦିତ ପରିବା ବିକ୍ରି କରି ଲାଭବାନ ହେଉଛନ୍ତି। ସ୍ଥାନୀୟ ଅଞ୍ଚଳରେ ପ୍ରତି ସପ୍ତାହରେ ବସୁଥିବା ହାଟ <box>240 1036 396 1189</box>
car-subhead: ଜଣେ ମୃତ, ଜଣେ ଗୁରୁତର <box>606 152 714 165</box>
date-odia: ଗୁରୁବାର ୧୫ ମେ ୨୦୨୫ <box>145 58 225 68</box>
hospital-body: ଦେବିଗଡ଼,୧୪।୫ (ସଂଚାର ବ୍ୟୁରୋ):ମହକୁମାର ମହତ୍ତ୍ୱପୂର୍ଣ୍ଣ ସ୍ୱାସ୍ଥ୍ୟକେନ୍ଦ୍ର ଉନ୍ନତିକରଣ ପାଇଁ ଦୀର୍ଘ ଦିନ ଧରି ଦାବି କରାଯାଉଥିଲେ ମଧ୍ୟ ଏପର୍ଯ୍ୟନ୍ତ କୌଣସି ପଦକ୍ଷେପ ନିଆଯାଇନାହିଁ। ମହକୁମାର ମହତ୍ତ୍ୱପୂର୍ଣ୍ଣ ସ୍ୱାସ୍ଥ୍ୟକେନ୍ଦ୍ର ଉନ୍ନତିକରଣ ପାଇଁ ଦୀର୍ଘ ଦିନ ଧରି ଦାବି କରାଯାଉଥିଲେ ମଧ୍ୟ ଏପର୍ଯ୍ୟନ୍ତ କୌଣସି ପଦକ୍ଷେପ ନିଆଯାଇନାହିଁ। ମହକୁମାର ମହତ୍ତ୍ୱପୂର୍ଣ୍ଣ ସ୍ୱାସ୍ଥ୍ୟକେନ୍ଦ୍ର ଉନ୍ନତିକରଣ ପାଇଁ ଦୀର୍ଘ ଦିନ ଧରି ଦାବି କରାଯାଉଥିଲେ ମଧ୍ୟ ଏପର୍ଯ୍ୟନ୍ତ କୌଣସି ପଦକ୍ଷେପ ନିଆଯାଇନାହିଁ। ମହକୁମାର ମହତ୍ତ୍ୱପୂର୍ଣ୍ଣ ସ୍ୱାସ୍ଥ୍ୟକେନ୍ଦ୍ର ଉନ୍ନତିକରଣ ପାଇଁ ଦୀର୍ଘ ଦିନ ଧରି ଦାବି କରାଯାଉଥିଲେ ମଧ୍ୟ ଏପର୍ଯ୍ୟନ୍ତ କୌଣସି ପଦକ୍ଷେପ ନିଆଯାଇନାହିଁ। ମହକୁମାର ମହତ୍ତ୍ୱପୂର୍ଣ୍ଣ ସ୍ୱାସ୍ଥ୍ୟକେନ୍ଦ୍ର ଉନ୍ନତିକରଣ ପାଇଁ ଦୀର୍ଘ ଦିନ ଧରି ଦାବି କରାଯାଉଥିଲେ ମଧ୍ୟ ଏପର୍ଯ୍ୟନ୍ତ କୌଣସି ପଦକ୍ଷେପ ନିଆଯାଇନାହିଁ। ମହକୁମାର ମହତ୍ତ୍ୱପୂର୍ଣ୍ଣ ସ୍ୱାସ୍ଥ୍ୟକେନ୍ଦ୍ର ଉନ୍ନତିକରଣ ପାଇଁ ଦୀର୍ଘ ଦିନ ଧରି ଦାବି କରାଯାଉଥିଲେ ମଧ୍ୟ ଏପର୍ଯ୍ୟନ୍ତ କୌଣସି <box>580 825 765 905</box>
review-body: ନୟାଗଡ଼ ବିଧାୟକ ଓ ମନ୍ତ୍ରୀ ଅରୁଣ କୁମାର ସାହୁଙ୍କ ଅଧ୍ୟକ୍ଷତାରେ ନୟାଗଡ଼ ନିର୍ବାଚନ ମଣ୍ଡଳୀ ସ୍ତରୀୟ ସମୀକ୍ଷା ବୈଠକ ଅନୁଷ୍ଠିତ ହୋଇଯାଇଛି। ଏହି ବୈଠକରେ ଜିଲ୍ଲାପାଳ ସହିତ ବରିଷ୍ଠ ଅଧିକାରୀମାନେ ଉପସ୍ଥିତ ଥିଲେ। ନୟାଗଡ଼ ବିଧାୟକ ଓ ମନ୍ତ୍ରୀ ଅରୁଣ କୁମାର ସାହୁଙ୍କ ଅଧ୍ୟକ୍ଷତାରେ ନୟାଗଡ଼ ନିର୍ବାଚନ ମଣ୍ଡଳୀ ସ୍ତରୀୟ ସମୀକ୍ଷା ବୈଠକ ଅନୁଷ୍ଠିତ ହୋଇଯାଇଛି। ଏହି ବୈଠକରେ ଜିଲ୍ଲାପାଳ ସହିତ ବରିଷ୍ଠ ଅଧିକାରୀମାନେ ଉପସ୍ଥିତ ଥିଲେ। ନୟାଗଡ଼ ବିଧାୟକ ଓ ମନ୍ତ୍ରୀ ଅରୁଣ କୁମାର ସାହୁଙ୍କ ଅଧ୍ୟକ୍ଷତାରେ ନୟାଗଡ଼ ନିର୍ବାଚନ ମଣ୍ଡଳୀ ସ୍ତରୀୟ ସମୀକ୍ଷା ବୈଠକ ଅନୁଷ୍ଠିତ ହୋଇଯାଇଛି। ଏହି ବୈଠକରେ ଜିଲ୍ଲାପାଳ ସହିତ ବରିଷ୍ଠ ଅଧିକାରୀମାନେ ଉପସ୍ଥିତ ଥିଲେ। ନୟାଗଡ଼ ବିଧାୟକ ଓ ମନ୍ତ୍ରୀ ଅରୁଣ କୁମାର ସାହୁଙ୍କ ଅଧ୍ୟକ୍ଷତାରେ ନୟାଗଡ଼ ନିର୍ବାଚନ ମଣ୍ଡଳୀ ସ୍ତରୀୟ ସମୀକ୍ଷା ବୈଠକ ଅନୁଷ୍ଠିତ ହୋଇଯାଇଛି। ଏହି ବୈଠକରେ ଜିଲ୍ଲାପାଳ ସହିତ ବରିଷ୍ଠ ଅଧିକାରୀମାନେ ଉପସ୍ଥିତ ଥିଲେ। ନୟାଗଡ଼ ବିଧାୟକ ଓ ମନ୍ତ୍ରୀ ଅରୁଣ କୁମାର ସାହୁଙ୍କ ଅଧ୍ୟକ୍ଷତାରେ ନୟାଗଡ଼ ନିର୍ବାଚନ ମଣ୍ଡଳୀ ସ୍ତରୀୟ ସମୀକ୍ଷା ବୈଠକ ଅନୁଷ୍ଠିତ ହୋଇଯାଇଛି। ଏହି <box>529 565 644 718</box>
cow-fire-photo <box>455 873 567 909</box>
lead-body-right: ବିରୋଧୀ ଭୂମିକାରେ ଥିବାବେଳେ ଅଫିସରମାନଙ୍କ ବିରୋଧରେ ସ୍ୱର ଉଠାଉଥିଲେ ଦଳର ନେତା ଓ କର୍ମୀ। ଏବେ ସରକାରରେ ଥିବାବେଳେ ସେହି ଅଫିସରମାନେ ପୁଣି ଗୁରୁତ୍ୱପୂର୍ଣ୍ଣ ପଦବୀରେ ରହିଛନ୍ତି। ତୃଣମୂଳ ସ୍ତରର କର୍ମୀମାନେ ଅସନ୍ତୋଷ ପ୍ରକାଶ କରୁଛନ୍ତି। ବିରୋଧୀ ଭୂମିକାରେ ଥିବାବେଳେ ଅଫିସରମାନଙ୍କ ବିରୋଧରେ ସ୍ୱର ଉଠାଉଥିଲେ ଦଳର ନେତା ଓ କର୍ମୀ। ଏବେ ସରକାରରେ ଥିବାବେଳେ ସେହି ଅଫିସରମାନେ ପୁଣି ଗୁରୁତ୍ୱପୂର୍ଣ୍ଣ ପଦବୀରେ ରହିଛନ୍ତି। ତୃଣମୂଳ ସ୍ତରର କର୍ମୀମାନେ ଅସନ୍ତୋଷ ପ୍ରକାଶ କରୁଛନ୍ତି। ବିରୋଧୀ ଭୂମିକାରେ ଥିବାବେଳେ ଅଫିସରମାନଙ୍କ ବିରୋଧରେ ସ୍ୱର ଉଠାଉଥିଲେ ଦଳର ନେତା ଓ କର୍ମୀ। ଏବେ ସରକାରରେ ଥିବାବେଳେ ସେହି ଅଫିସରମାନେ ପୁଣି ଗୁରୁତ୍ୱପୂର୍ଣ୍ଣ ପଦବୀରେ ରହିଛନ୍ତି। ତୃଣମୂଳ ସ୍ତରର କର୍ମୀମାନେ ଅସନ୍ତୋଷ ପ୍ରକାଶ କରୁଛନ୍ତି। ବିରୋଧୀ ଭୂମିକାରେ ଥିବାବେଳେ ଅଫିସରମାନଙ୍କ ବିରୋଧରେ ସ୍ୱର ଉଠାଉଥିଲେ ଦଳର ନେତା ଓ କର୍ମୀ। ଏବେ ସରକାରରେ ଥିବାବେଳେ ସେହି ଅଫିସରମାନେ ପୁଣି ଗୁରୁତ୍ୱପୂର୍ଣ୍ଣ ପଦବୀରେ ରହିଛନ୍ତି। ତୃଣମୂଳ ସ୍ତରର କର୍ମୀମାନେ ଅସନ୍ତୋଷ ପ୍ରକାଶ କରୁଛନ୍ତି। ବିରୋଧୀ ଭୂମିକାରେ ଥିବାବେଳେ ଅଫିସରମାନଙ୍କ ବିରୋଧରେ ସ୍ୱର ଉଠାଉଥିଲେ ଦଳର ନେତା ଓ କର୍ମୀ। ଏବେ ସରକାରରେ ଥିବାବେଳେ ସେହି ଅଫିସରମାନେ ପୁଣି ଗୁରୁତ୍ୱପୂର୍ଣ୍ଣ ପଦବୀରେ ରହିଛନ୍ତି। ତୃଣମୂଳ ସ୍ତରର କର୍ମୀମାନେ ଅସନ୍ତୋଷ ପ୍ରକାଶ କରୁଛନ୍ତି। ବିରୋଧୀ ଭୂମିକାରେ ଥିବାବେଳେ ଅଫିସରମାନଙ୍କ ବିରୋଧରେ ସ୍ୱର ଉଠାଉଥିଲେ ଦଳର ନେତା ଓ କର୍ମୀ। ଏବେ ସରକାରରେ ଥିବାବେଳେ ସେହି ଅଫିସରମାନେ ପୁଣି ଗୁରୁତ୍ୱପୂର୍ଣ୍ଣ ପଦବୀରେ ରହିଛନ୍ତି। ତୃଣମୂଳ ସ୍ତରର କର୍ମୀମାନେ ଅସନ୍ତୋଷ ପ୍ରକାଶ କରୁଛନ୍ତି। ବିରୋଧୀ ଭୂମିକାରେ ଥିବାବେଳେ ଅଫିସରମାନଙ୍କ ବିରୋଧରେ ସ୍ୱର ଉଠାଉଥିଲେ ଦଳର ନେତା ଓ କର୍ମୀ। ଏବେ ସରକାରରେ ଥିବାବେଳେ ସେହି ଅଫିସରମାନେ ପୁଣି ଗୁରୁତ୍ୱପୂର୍ଣ୍ଣ ପଦବୀରେ ରହିଛନ୍ତି। ତୃଣମୂଳ ସ୍ତରର କର୍ମୀମାନେ ଅସନ୍ତୋଷ ପ୍ରକାଶ କରୁଛନ୍ତି। ବିରୋଧୀ ଭୂମିକାରେ ଥିବାବେଳେ ଅଫିସରମାନଙ୍କ ବିରୋଧରେ ସ୍ୱର ଉଠାଉଥିଲେ ଦଳର ନେତା ଓ କର୍ମୀ। ଏବେ ସରକାରରେ ଥିବାବେଳେ ସେହି ଅଫିସରମାନେ ପୁଣି ଗୁରୁତ୍ୱପୂର୍ଣ୍ଣ ପଦବୀରେ ରହିଛନ୍ତି। ତୃଣମୂଳ ସ୍ତରର କର୍ମୀମାନେ ଅସନ୍ତୋଷ ପ୍ରକାଶ କରୁଛନ୍ତି। ବିରୋଧୀ ଭୂମିକାରେ ଥିବାବେଳେ ଅଫିସରମାନଙ୍କ ବିରୋଧରେ ସ୍ୱର ଉଠାଉଥିଲେ ଦଳର ନେତା ଓ କର୍ମୀ। ଏବେ ସରକାରରେ ଥିବାବେଳେ ସେହି ଅଫିସରମାନେ ପୁଣି ଗୁରୁତ୍ୱପୂର୍ଣ୍ଣ ପଦବୀରେ ରହିଛନ୍ତି। ତୃଣମୂଳ ସ୍ତରର କର୍ମୀମାନେ ଅସନ୍ତୋଷ ପ୍ରକାଶ କରୁଛନ୍ତି। ବିରୋଧୀ ଭୂମିକାରେ ଥିବାବେଳେ <box>340 183 545 365</box>
left-column-box <box>35 443 223 1195</box>
evict-headline: ଜୟନଗରରେ ଜବରଦଖଲ ଉଚ୍ଛେଦ <box>584 924 753 939</box>
hospital-photo <box>595 761 765 823</box>
lead-headline: ତୃଣମୂଳ ସ୍ତରରେ ଶାସକ ଦଳ ନେତା, କର୍ମୀ ଫଁ ଫଁ <box>39 149 541 180</box>
edition-badge-odia: ଭୁବନେଶ୍ୱର <box>238 55 294 67</box>
page-number: ୧ <box>722 35 750 85</box>
logo-tag: SANCHAR <box>35 24 74 31</box>
haat-highlights: ● ମାଛ, ଅନ୍ୟାନ୍ୟ ଦ୍ରବ୍ୟରେ ଦି ପଇସା ପଡ଼ିକି ● ହାଟ ପାଖାରେ ମିଳୁଛି ନିତ୍ୟବ୍ୟବହାର୍ଯ୍ୟ ସାମଗ୍ରୀ <box>304 937 392 1033</box>
school-headline: ବିଦ୍ୟାଜ୍ୟୋତି ହାୟାର ସେକେଣ୍ଡାରୀ ବିଦ୍ୟାଳୟର ଦଶମ ଶ୍ରେଣୀ ପରୀକ୍ଷା ଫଳ <box>42 454 216 513</box>
review-bullet: ● ଦୋକାନ ରେ ଛୁଆମାନଙ୍କ ଉପରକୁ ଉଠାଇବା ବ୍ୟବସ୍ଥା <box>496 480 550 509</box>
haat-body-side: କାଳିମେଲା,୧୪।୫ (ସଂଚାର ବ୍ୟୁରୋ):ସ୍ଥାନୀୟ ଅଞ୍ଚଳରେ ପ୍ରତି ସପ୍ତାହରେ ବସୁଥିବା ହାଟ ଗାଁ ଅର୍ଥନୀତିର ମେରୁଦଣ୍ଡ ସାଜିଛି। ଚାଷୀମାନେ ନିଜ ଉତ୍ପାଦିତ ପରିବା ବିକ୍ରି କରି ଲାଭବାନ ହେଉଛନ୍ତି। ସ୍ଥାନୀୟ ଅଞ୍ଚଳରେ ପ୍ରତି ସପ୍ତାହରେ ବସୁଥିବା ହାଟ ଗାଁ ଅର୍ଥନୀତିର ମେରୁଦଣ୍ଡ ସାଜିଛି। ଚାଷୀମାନେ ନିଜ ଉତ୍ପାଦିତ ପରିବା ବିକ୍ରି କରି ଲାଭବାନ <box>240 937 300 1031</box>
review-highlights-box <box>490 476 565 562</box>
review-bullet: ● ବିଦ୍ୟାଳୟ ଓ ରେଳ <box>496 554 552 563</box>
